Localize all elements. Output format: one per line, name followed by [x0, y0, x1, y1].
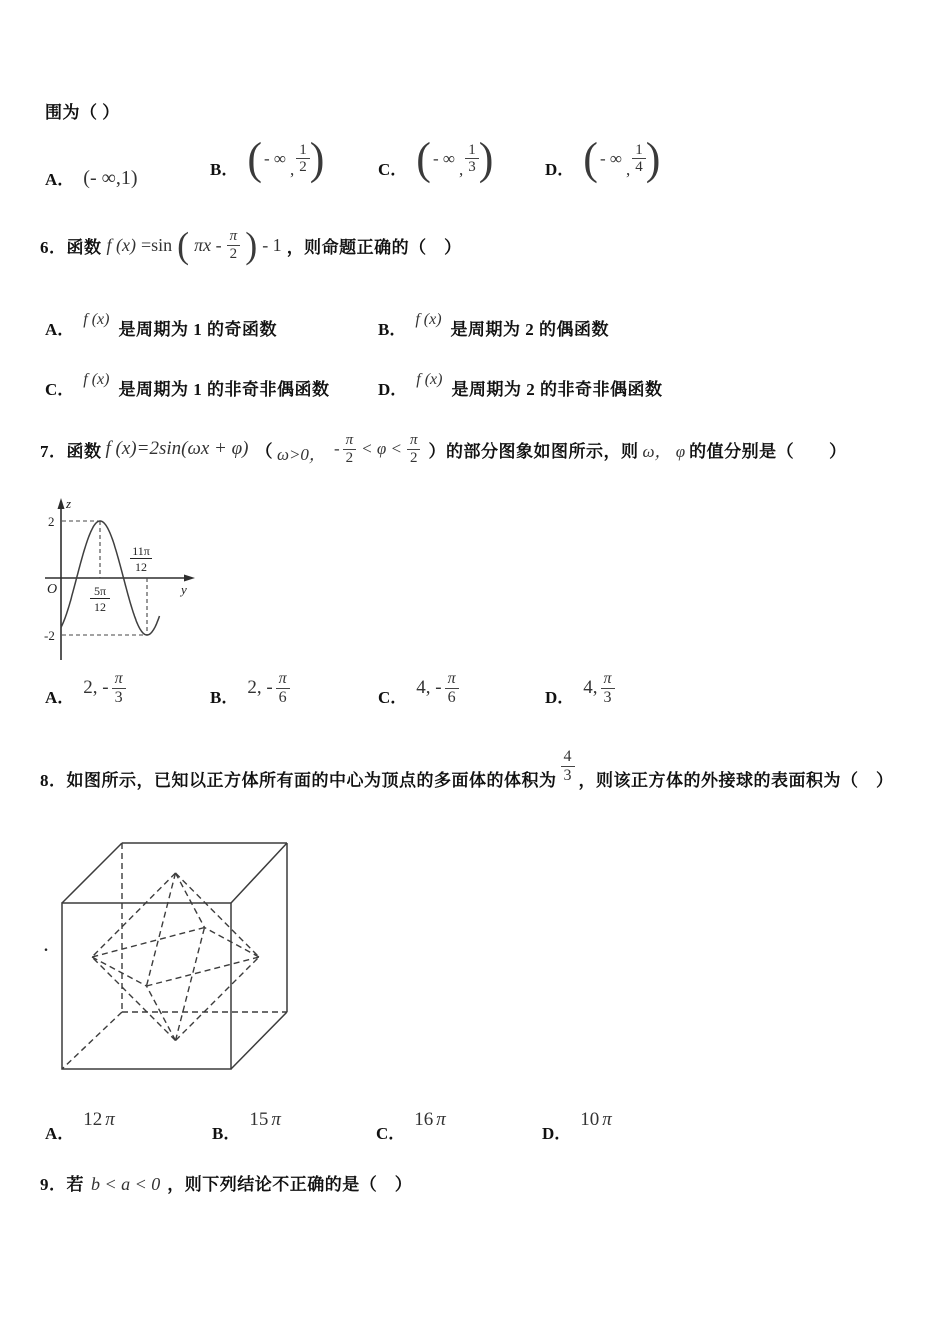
option-a	[45, 296, 277, 344]
option-value	[580, 1109, 612, 1131]
fraction-numerator: π	[345, 431, 354, 448]
fraction-numerator: π	[409, 431, 418, 448]
option-a	[45, 1102, 115, 1150]
value-prefix: 2, -	[83, 677, 109, 698]
option-text: 是周期为 2 的偶函数	[450, 320, 610, 339]
fraction-denominator: 2	[407, 449, 421, 467]
option-label: B．	[210, 160, 239, 179]
option-value: (- ∞,1)	[83, 167, 138, 189]
pi-symbol: π	[271, 1109, 281, 1130]
fraction-denominator: 3	[601, 688, 615, 707]
left-paren: (	[583, 133, 598, 184]
function-symbol: f (x)	[415, 311, 442, 328]
function-name: f (x)	[106, 234, 136, 255]
fraction-denominator: 2	[343, 449, 357, 467]
question-number-text: 6．函数	[40, 237, 102, 257]
function-formula: f (x)=2sin(ωx + φ)	[105, 438, 249, 459]
coefficient: 15	[249, 1109, 269, 1130]
question-text: ）的部分图象如图所示，则	[428, 441, 639, 461]
question5-stem-wrap	[45, 98, 120, 123]
fraction	[112, 670, 126, 707]
fraction-numerator: 1	[299, 141, 307, 158]
octa-edge-top-front	[147, 873, 176, 986]
interval-expression	[247, 133, 325, 184]
haxis-label: y	[181, 582, 187, 597]
origin-label: O	[47, 582, 58, 597]
vertical-axis-arrow	[58, 498, 65, 509]
fraction-denominator: 2	[227, 245, 241, 263]
option-b	[378, 296, 609, 344]
trough-x-numerator: 11π	[132, 544, 150, 558]
omega-phi-vars: ω， φ	[642, 441, 686, 461]
octa-edge-bottom-back	[176, 928, 205, 1041]
interval-expression	[583, 133, 661, 184]
interval-expression	[416, 133, 494, 184]
option-value	[247, 670, 289, 707]
cube-top-left-edge	[62, 843, 122, 903]
option-label: A．	[45, 170, 75, 189]
fraction-denominator: 2	[296, 158, 310, 176]
equals-sin: =sin	[140, 234, 173, 255]
option-label: B．	[378, 320, 407, 339]
option-c	[45, 356, 329, 404]
octahedron-edges	[92, 873, 259, 1041]
fraction	[343, 432, 357, 467]
coefficient: 16	[414, 1109, 434, 1130]
option-d	[545, 128, 660, 190]
fraction-denominator: 4	[632, 158, 646, 176]
fraction-denominator: 6	[276, 688, 290, 707]
option-b	[210, 660, 290, 716]
option-label: D．	[378, 380, 408, 399]
question-text: 围为（ ）	[45, 103, 120, 122]
option-label: C．	[378, 688, 408, 707]
option-label: B．	[210, 688, 239, 707]
fraction-denominator: 3	[561, 766, 575, 785]
option-c	[378, 128, 493, 190]
minus-infinity: - ∞	[264, 148, 287, 168]
sine-graph	[43, 494, 198, 664]
question-number-text: 8．如图所示，已知以正方体所有面的中心为顶点的多面体的体积为	[40, 770, 557, 790]
function-symbol: f (x)	[83, 311, 110, 328]
fraction-denominator: 6	[445, 688, 459, 707]
octa-edge-top-left	[92, 873, 176, 957]
left-paren: (	[177, 224, 190, 266]
function-symbol: f (x)	[83, 371, 110, 388]
fraction	[465, 142, 479, 177]
option-label: D．	[542, 1124, 572, 1143]
right-paren: )	[309, 133, 325, 184]
trough-x-denominator: 12	[135, 560, 147, 574]
option-label: A．	[45, 1124, 75, 1143]
volume-fraction	[561, 748, 575, 785]
comma: ,	[290, 159, 295, 179]
option-text: 是周期为 1 的非奇非偶函数	[118, 380, 330, 399]
comma: ,	[625, 159, 631, 179]
fraction	[407, 432, 421, 467]
question8-stem	[40, 748, 894, 808]
option-label: D．	[545, 160, 575, 179]
octa-edge-bottom-front	[147, 986, 176, 1041]
pi-symbol: π	[105, 1109, 115, 1130]
fraction-numerator: π	[603, 669, 612, 687]
horizontal-axis-arrow	[184, 575, 195, 582]
cube-hidden-diagonal-edge	[62, 1012, 122, 1069]
minus-infinity: - ∞	[432, 148, 455, 168]
option-label: B．	[212, 1124, 241, 1143]
fraction	[601, 670, 615, 707]
option-text: 是周期为 1 的奇函数	[118, 320, 277, 339]
minus-sign: -	[333, 439, 340, 458]
fraction-denominator: 3	[465, 158, 479, 176]
peak-x-denominator: 12	[94, 600, 106, 614]
option-d	[542, 1102, 612, 1150]
inequality: b < a < 0	[91, 1174, 161, 1194]
option-label: C．	[376, 1124, 406, 1143]
minus-one: - 1	[262, 234, 282, 255]
condition-open-paren: （	[255, 441, 273, 461]
octa-edge-top-back	[176, 873, 205, 928]
option-c	[376, 1102, 446, 1150]
fraction-numerator: π	[278, 669, 287, 687]
pi-symbol: π	[602, 1109, 612, 1130]
coefficient: 12	[83, 1109, 103, 1130]
option-label: D．	[545, 688, 575, 707]
cube-bottom-right-edge	[231, 1012, 287, 1069]
fraction-numerator: 4	[563, 747, 572, 765]
option-value	[83, 1109, 115, 1131]
fraction-numerator: π	[114, 669, 123, 687]
question7-stem	[40, 420, 847, 478]
fraction	[445, 670, 459, 707]
ymin-label: -2	[44, 628, 55, 643]
option-label: A．	[45, 688, 75, 707]
question-text: ，则该正方体的外接球的表面积为（ ）	[578, 770, 894, 790]
option-a	[45, 660, 126, 716]
value-prefix: 4,	[583, 677, 598, 698]
option-label: C．	[378, 160, 408, 179]
option-label: C．	[45, 380, 75, 399]
phi-inequality	[334, 432, 421, 467]
vaxis-label: z	[66, 496, 72, 511]
inner-expression: πx -	[194, 234, 222, 255]
comma: ,	[458, 159, 464, 179]
option-value	[583, 670, 614, 707]
cube-octahedron-figure	[56, 836, 296, 1082]
option-text: 是周期为 2 的非奇非偶函数	[451, 380, 663, 399]
question-number-text: 7．函数	[40, 441, 102, 461]
fraction-numerator: π	[447, 669, 456, 687]
fraction-numerator: 1	[468, 141, 476, 158]
option-b	[210, 128, 324, 190]
right-paren: )	[645, 133, 661, 184]
octa-edge-left-front	[92, 957, 147, 986]
value-prefix: 2, -	[247, 677, 273, 698]
question-number-text: 9．若	[40, 1175, 84, 1194]
fraction-numerator: 1	[635, 141, 643, 158]
question9-stem	[40, 1170, 412, 1195]
question-text: ，则下列结论不正确的是（ ）	[167, 1175, 413, 1194]
minus-infinity: - ∞	[599, 148, 622, 168]
octa-edge-front-right	[147, 957, 260, 986]
question-text: ，则命题正确的（ ）	[286, 237, 462, 257]
ymax-label: 2	[48, 514, 55, 529]
inequality-middle: < φ <	[361, 439, 402, 458]
option-b	[212, 1102, 281, 1150]
option-c	[378, 660, 459, 716]
pi-symbol: π	[436, 1109, 446, 1130]
value-prefix: 4, -	[416, 677, 442, 698]
octa-edge-bottom-right	[176, 957, 260, 1041]
left-paren: (	[247, 133, 262, 184]
option-d	[378, 356, 662, 404]
option-value	[416, 670, 458, 707]
option-a	[45, 128, 138, 196]
octa-edge-back-left	[92, 928, 205, 958]
fraction	[227, 228, 241, 263]
coefficient: 10	[580, 1109, 600, 1130]
option-label: A．	[45, 320, 75, 339]
option-value	[414, 1109, 446, 1131]
fraction-denominator: 3	[112, 688, 126, 707]
function-symbol: f (x)	[416, 371, 443, 388]
option-value	[249, 1109, 281, 1131]
peak-x-numerator: 5π	[93, 584, 107, 598]
cube-top-right-edge	[231, 843, 287, 903]
option-d	[545, 660, 615, 716]
right-paren: )	[478, 133, 494, 184]
right-paren: )	[245, 224, 258, 266]
stray-dot: .	[44, 938, 48, 955]
question6-stem	[40, 218, 462, 272]
left-paren: (	[416, 133, 431, 184]
fraction	[296, 142, 310, 177]
fraction	[276, 670, 290, 707]
fraction-numerator: π	[229, 227, 238, 244]
option-value	[83, 670, 125, 707]
fraction	[632, 142, 646, 177]
omega-condition: ω>0，	[276, 444, 326, 464]
question-text-end: 的值分别是（ ）	[689, 441, 847, 461]
